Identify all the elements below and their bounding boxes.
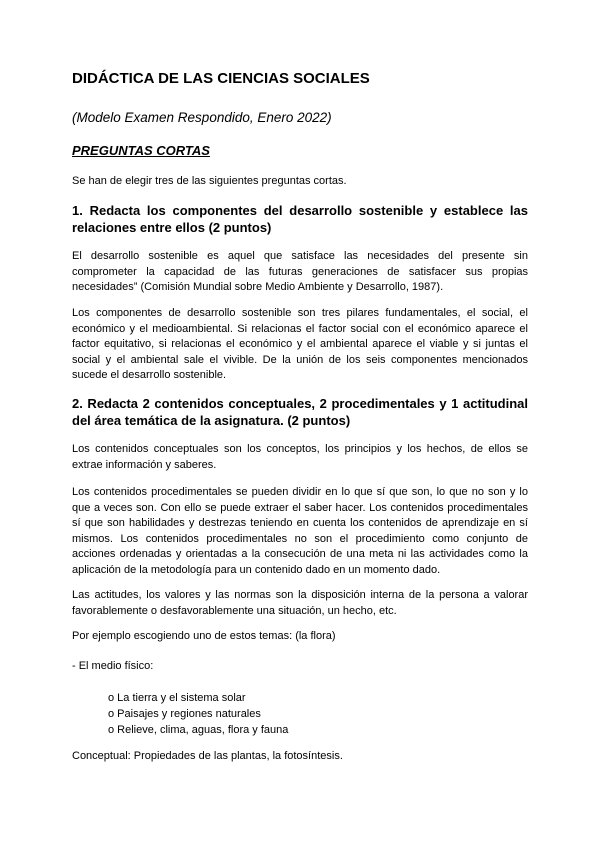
question-2-paragraph: Los contenidos conceptuales son los conceptos, los principios y los hechos, de ellos se extrae información y saberes. (72, 443, 528, 471)
question-2-paragraph: Las actitudes, los valores y las normas son la disposición interna de la persona a valorar favorablemente o desfavorablemente una situación, un hecho, etc. (72, 589, 528, 617)
list-item: o Paisajes y regiones naturales (108, 708, 261, 720)
question-1-paragraph: El desarrollo sostenible es aquel que satisface las necesidades del presente sin comprometer la capacidad de las futuras generaciones de satisfacer sus propias necesidades” (Comisión Mundial sobre Medio Ambiente y Desarrollo, 1987). (72, 250, 528, 293)
question-2-paragraph: - El medio físico: (72, 660, 154, 672)
intro-text: Se han de elegir tres de las siguientes preguntas cortas. (72, 175, 347, 187)
list-item: o La tierra y el sistema solar (108, 692, 246, 704)
section-heading: PREGUNTAS CORTAS (72, 143, 210, 158)
list-item: o Relieve, clima, aguas, flora y fauna (108, 724, 289, 736)
topic-list (108, 690, 288, 738)
question-2-paragraph: Por ejemplo escogiendo uno de estos temas: (la flora) (72, 630, 336, 642)
document-title: DIDÁCTICA DE LAS CIENCIAS SOCIALES (72, 70, 370, 87)
question-2-paragraph: Los contenidos procedimentales se pueden dividir en lo que sí que son, lo que no son y lo que a veces son. Con ello se puede extraer el saber hacer. Los contenidos procedimentales sí que son habilidades y destrezas teniendo en cuenta los contenidos de aprendizaje en sí mismos. Los contenidos procedimentales no son el procedimiento como conjunto de acciones ordenadas y orientadas a la consecución de una meta ni las actividades como la aplicación de la metodología para un contenido dado en un momento dado. (72, 486, 528, 576)
question-1-paragraph: Los componentes de desarrollo sostenible son tres pilares fundamentales, el social, el económico y el medioambiental. Si relacionas el factor social con el económico aparece el factor equitativo, si relacionas el económico y el ambiental aparece el viable y si juntas el social y el ambiental sale el vivible. De la unión de los seis componentes mencionados sucede el desarrollo sostenible. (72, 307, 528, 381)
question-2-heading: 2. Redacta 2 contenidos conceptuales, 2 procedimentales y 1 actitudinal del área temática de la asignatura. (2 puntos) (72, 396, 528, 428)
closing-text: Conceptual: Propiedades de las plantas, la fotosíntesis. (72, 750, 343, 762)
document-subtitle: (Modelo Examen Respondido, Enero 2022) (72, 110, 332, 125)
question-1-heading: 1. Redacta los componentes del desarrollo sostenible y establece las relaciones entre ellos (2 puntos) (72, 203, 528, 235)
